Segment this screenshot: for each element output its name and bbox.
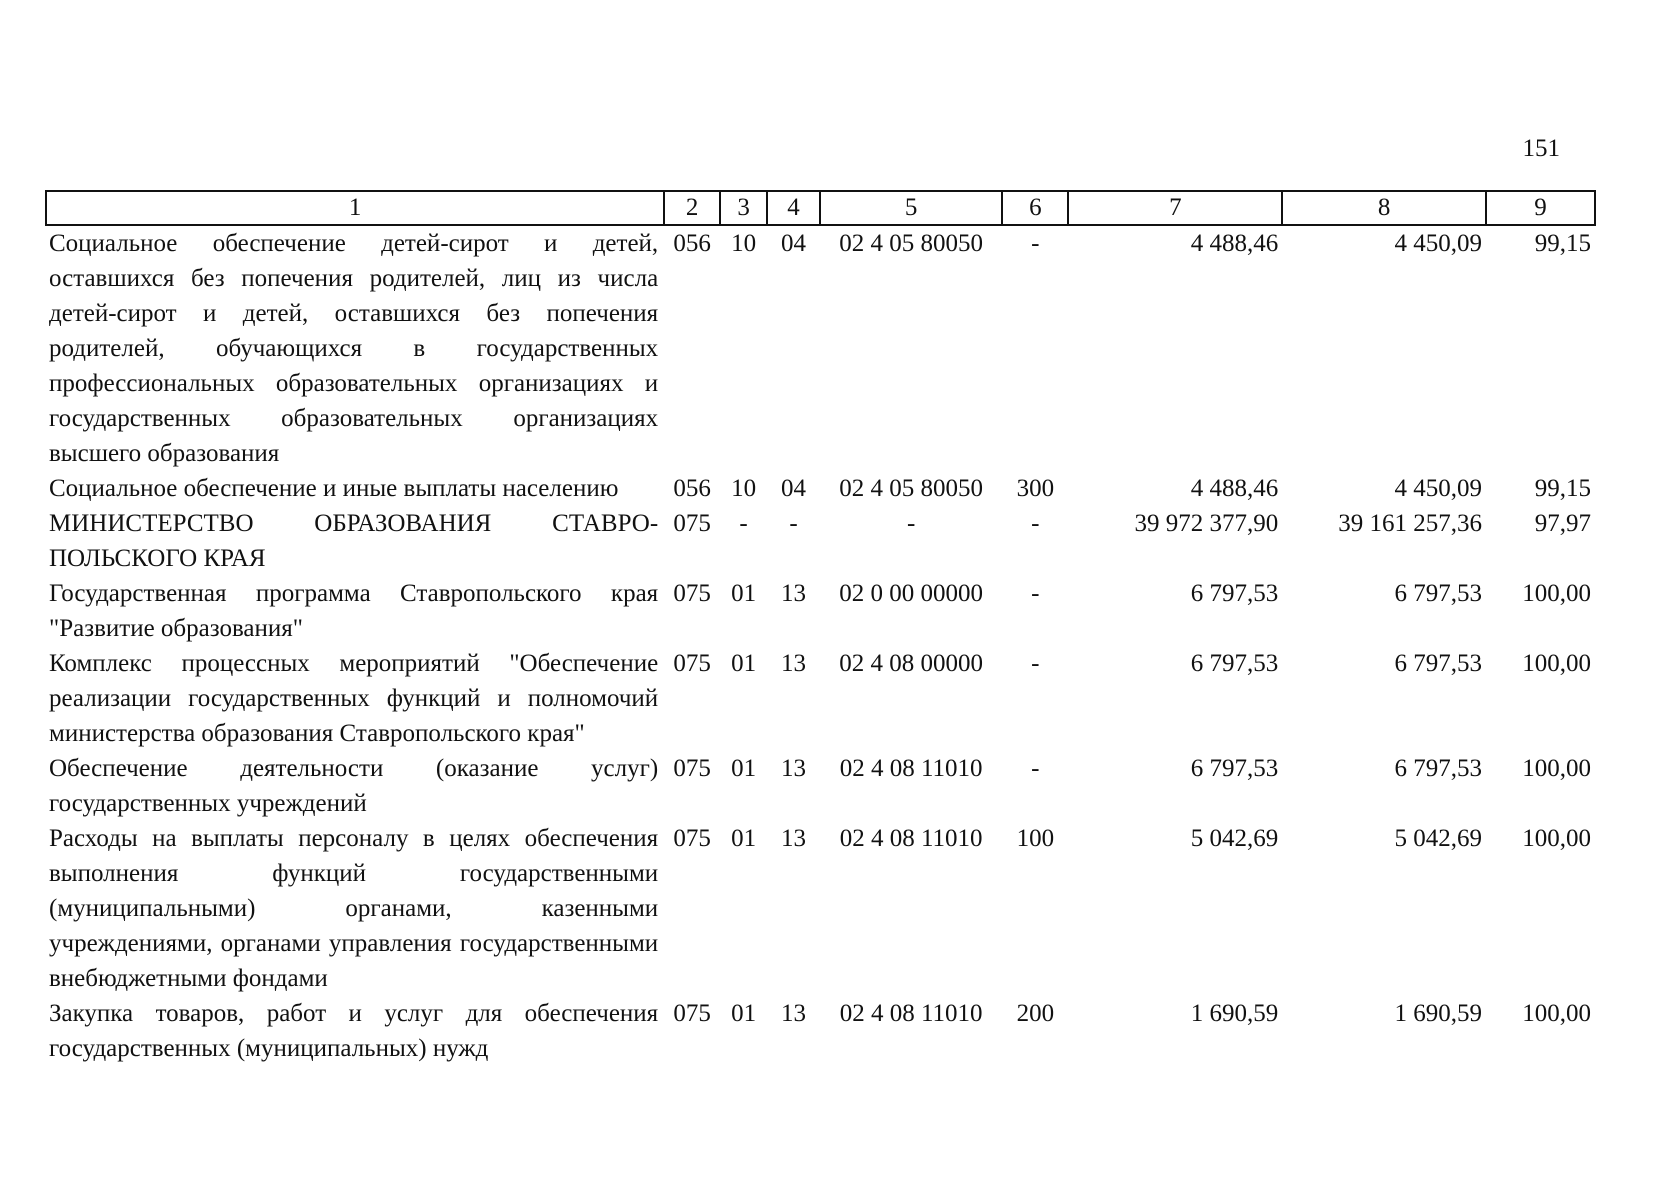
cell-percent: 99,15 bbox=[1534, 230, 1591, 257]
cell-subsection: 04 bbox=[780, 475, 806, 502]
cell-expense-type: 100 bbox=[1016, 825, 1055, 852]
cell-expense-type: - bbox=[1031, 580, 1040, 607]
cell-percent: 100,00 bbox=[1522, 580, 1591, 607]
column-header: 4 bbox=[767, 191, 820, 225]
cell-target-article: 02 4 08 11010 bbox=[839, 825, 983, 852]
column-header: 9 bbox=[1486, 191, 1595, 225]
cell-planned: 6 797,53 bbox=[1190, 650, 1279, 677]
cell-actual: 39 161 257,36 bbox=[1338, 510, 1482, 537]
column-header: 5 bbox=[820, 191, 1002, 225]
cell-target-article: 02 4 08 11010 bbox=[839, 755, 983, 782]
cell-name: Государственная программа Ставропольского края "Развитие образования" bbox=[49, 580, 659, 642]
table-body bbox=[46, 225, 1595, 1066]
cell-expense-type: - bbox=[1031, 510, 1040, 537]
cell-actual: 1 690,59 bbox=[1394, 1000, 1482, 1027]
cell-actual: 4 450,09 bbox=[1394, 230, 1482, 257]
column-header: 8 bbox=[1282, 191, 1486, 225]
page-number: 151 bbox=[1522, 135, 1560, 162]
cell-planned: 4 488,46 bbox=[1190, 230, 1279, 257]
cell-planned: 1 690,59 bbox=[1190, 1000, 1279, 1027]
column-header: 2 bbox=[664, 191, 720, 225]
cell-subsection: 13 bbox=[780, 825, 806, 852]
cell-ministry-code: 075 bbox=[673, 755, 711, 782]
cell-name: МИНИСТЕРСТВО ОБРАЗОВАНИЯ СТАВРО-ПОЛЬСКОГО КРАЯ bbox=[49, 510, 659, 572]
cell-planned: 6 797,53 bbox=[1190, 755, 1279, 782]
cell-section: 10 bbox=[731, 230, 757, 257]
cell-subsection: 04 bbox=[780, 230, 806, 257]
cell-name: Социальное обеспечение детей-сирот и детей, оставшихся без попечения родителей, лиц из числа детей-сирот и детей, оставшихся без попечения родителей, обучающихся в государственных профессиональных образовательных организациях и государственных образовательных организациях высшего образования bbox=[49, 230, 659, 467]
cell-target-article: 02 4 05 80050 bbox=[839, 230, 983, 257]
cell-percent: 100,00 bbox=[1522, 1000, 1591, 1027]
cell-name: Социальное обеспечение и иные выплаты населению bbox=[49, 475, 619, 502]
cell-planned: 4 488,46 bbox=[1190, 475, 1279, 502]
cell-target-article: 02 4 05 80050 bbox=[839, 475, 983, 502]
cell-subsection: 13 bbox=[780, 580, 806, 607]
cell-percent: 97,97 bbox=[1534, 510, 1591, 537]
table-row bbox=[46, 751, 1595, 821]
cell-subsection: - bbox=[789, 510, 798, 537]
cell-expense-type: 300 bbox=[1016, 475, 1055, 502]
cell-planned: 6 797,53 bbox=[1190, 580, 1279, 607]
cell-section: 10 bbox=[731, 475, 757, 502]
cell-actual: 5 042,69 bbox=[1394, 825, 1482, 852]
cell-name: Комплекс процессных мероприятий "Обеспечение реализации государственных функций и полномочий министерства образования Ставропольского края" bbox=[49, 650, 659, 747]
table-row bbox=[46, 821, 1595, 996]
cell-ministry-code: 075 bbox=[673, 510, 711, 537]
cell-subsection: 13 bbox=[780, 650, 806, 677]
table-row bbox=[46, 996, 1595, 1066]
cell-target-article: 02 4 08 00000 bbox=[839, 650, 983, 677]
cell-section: 01 bbox=[731, 650, 757, 677]
budget-table bbox=[45, 190, 1596, 1066]
column-header: 7 bbox=[1068, 191, 1282, 225]
header-row bbox=[46, 191, 1595, 225]
cell-actual: 6 797,53 bbox=[1394, 650, 1482, 677]
cell-ministry-code: 075 bbox=[673, 650, 711, 677]
cell-planned: 5 042,69 bbox=[1190, 825, 1279, 852]
cell-name: Расходы на выплаты персоналу в целях обеспечения выполнения функций государственными (муниципальными) органами, казенными учреждениями, органами управления государственными внебюджетными фондами bbox=[49, 825, 659, 992]
cell-section: 01 bbox=[731, 1000, 757, 1027]
cell-actual: 4 450,09 bbox=[1394, 475, 1482, 502]
cell-section: 01 bbox=[731, 825, 757, 852]
cell-target-article: - bbox=[906, 510, 916, 537]
cell-expense-type: - bbox=[1031, 755, 1040, 782]
cell-expense-type: 200 bbox=[1016, 1000, 1055, 1027]
cell-expense-type: - bbox=[1031, 650, 1040, 677]
column-header: 3 bbox=[720, 191, 767, 225]
table-header bbox=[46, 191, 1595, 225]
cell-target-article: 02 4 08 11010 bbox=[839, 1000, 983, 1027]
cell-name: Закупка товаров, работ и услуг для обеспечения государственных (муниципальных) нужд bbox=[49, 1000, 659, 1062]
cell-ministry-code: 056 bbox=[673, 230, 711, 257]
cell-subsection: 13 bbox=[780, 755, 806, 782]
cell-ministry-code: 075 bbox=[673, 580, 711, 607]
cell-ministry-code: 075 bbox=[673, 825, 711, 852]
column-header: 1 bbox=[46, 191, 664, 225]
cell-planned: 39 972 377,90 bbox=[1134, 510, 1279, 537]
cell-target-article: 02 0 00 00000 bbox=[839, 580, 983, 607]
cell-ministry-code: 056 bbox=[673, 475, 711, 502]
table-row bbox=[46, 576, 1595, 646]
column-header: 6 bbox=[1002, 191, 1068, 225]
table-row bbox=[46, 225, 1595, 471]
table-row bbox=[46, 506, 1595, 576]
cell-actual: 6 797,53 bbox=[1394, 580, 1482, 607]
table-row bbox=[46, 646, 1595, 751]
cell-actual: 6 797,53 bbox=[1394, 755, 1482, 782]
cell-section: 01 bbox=[731, 580, 757, 607]
cell-percent: 100,00 bbox=[1522, 650, 1591, 677]
cell-expense-type: - bbox=[1031, 230, 1040, 257]
cell-subsection: 13 bbox=[780, 1000, 806, 1027]
cell-name: Обеспечение деятельности (оказание услуг) государственных учреждений bbox=[49, 755, 659, 817]
cell-percent: 100,00 bbox=[1522, 755, 1591, 782]
cell-section: - bbox=[739, 510, 748, 537]
table-row bbox=[46, 471, 1595, 506]
cell-section: 01 bbox=[731, 755, 757, 782]
cell-ministry-code: 075 bbox=[673, 1000, 711, 1027]
cell-percent: 99,15 bbox=[1534, 475, 1591, 502]
cell-percent: 100,00 bbox=[1522, 825, 1591, 852]
